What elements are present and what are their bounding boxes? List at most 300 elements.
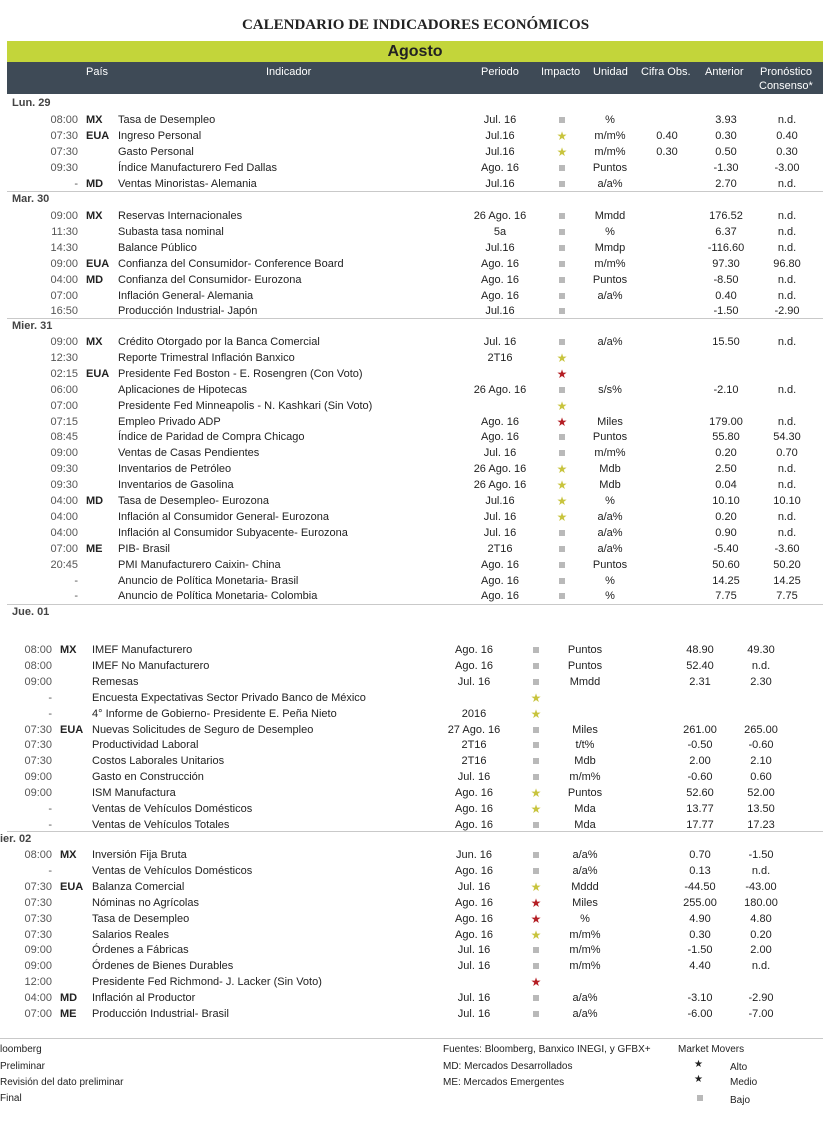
col-header-pronostico: Pronóstico [760, 66, 812, 78]
row-indicator: Tasa de Desempleo [118, 114, 216, 126]
row-time: 02:15 [50, 368, 78, 380]
row-previous: 52.60 [686, 787, 714, 799]
impact-alto-star-icon: ★ [530, 896, 542, 910]
row-country: EUA [86, 130, 110, 142]
row-previous: 179.00 [709, 416, 743, 428]
row-previous: 48.90 [686, 644, 714, 656]
row-time: - [74, 575, 78, 587]
row-indicator: Subasta tasa nominal [118, 226, 224, 238]
row-indicator: Confianza del Consumidor- Eurozona [118, 274, 302, 286]
row-forecast: -0.60 [748, 739, 774, 751]
row-country: ME [86, 543, 103, 555]
row-time: 09:00 [24, 944, 52, 956]
impact-bajo-square-icon [552, 431, 572, 444]
row-unit: Mda [574, 803, 596, 815]
impact-bajo-square-icon [552, 559, 572, 572]
row-time: 07:15 [50, 416, 78, 428]
row-indicator: Índice de Paridad de Compra Chicago [118, 431, 305, 443]
row-forecast: 49.30 [747, 644, 775, 656]
impact-medio-star-icon: ★ [556, 462, 568, 476]
row-unit: % [605, 226, 615, 238]
row-time: 07:30 [50, 130, 78, 142]
row-indicator: Ventas de Vehículos Domésticos [92, 865, 253, 877]
row-forecast: n.d. [777, 114, 797, 126]
row-period: Jul. 16 [483, 336, 517, 348]
row-previous: 13.77 [686, 803, 714, 815]
impact-bajo-square-icon [526, 755, 546, 768]
row-time: 07:30 [24, 913, 52, 925]
row-forecast: 14.25 [773, 575, 801, 587]
col-header-cifra: Cifra Obs. [641, 66, 691, 78]
row-time: 16:50 [50, 305, 78, 317]
col-header-unidad: Unidad [593, 66, 628, 78]
row-indicator: Producción Industrial- Japón [118, 305, 258, 317]
row-period: Jul.16 [485, 130, 515, 142]
row-time: 08:00 [24, 660, 52, 672]
row-indicator: Balance Público [118, 242, 197, 254]
row-forecast: n.d. [751, 660, 771, 672]
row-forecast: 4.80 [750, 913, 772, 925]
row-period: Ago. 16 [455, 865, 493, 877]
row-forecast: 10.10 [773, 495, 801, 507]
row-previous: 17.77 [686, 819, 714, 831]
row-unit: Mddd [571, 881, 599, 893]
row-indicator: IMEF No Manufacturero [92, 660, 210, 672]
row-period: Ago. 16 [481, 274, 519, 286]
row-unit: Mmdd [569, 676, 601, 688]
row-period: Jun. 16 [455, 849, 493, 861]
row-indicator: Inflación General- Alemania [118, 290, 254, 302]
row-unit: Mda [574, 819, 596, 831]
row-obs: 0.30 [656, 146, 678, 158]
row-previous: 261.00 [683, 724, 717, 736]
impact-medio-star-icon: ★ [556, 510, 568, 524]
row-unit: t/t% [575, 739, 595, 751]
row-country: EUA [86, 368, 110, 380]
row-period: Jul. 16 [483, 114, 517, 126]
row-time: 04:00 [50, 495, 78, 507]
row-time: 11:30 [51, 226, 78, 238]
row-previous: -5.40 [713, 543, 739, 555]
row-indicator: Reservas Internacionales [118, 210, 243, 222]
day-label: Jue. 01 [12, 606, 50, 618]
row-unit: % [605, 590, 615, 602]
row-previous: 50.60 [712, 559, 740, 571]
row-time: 09:00 [50, 258, 78, 270]
row-period: Ago. 16 [481, 559, 519, 571]
row-time: 07:00 [50, 543, 78, 555]
impact-bajo-square-icon [552, 114, 572, 127]
row-forecast: 17.23 [747, 819, 775, 831]
row-previous: 0.40 [715, 290, 737, 302]
day-label: Lun. 29 [12, 97, 51, 109]
row-forecast: n.d. [777, 511, 797, 523]
impact-alto-star-icon: ★ [530, 912, 542, 926]
impact-bajo-square-icon [552, 178, 572, 191]
row-time: - [48, 708, 52, 720]
row-time: 09:00 [50, 447, 78, 459]
row-forecast: n.d. [777, 479, 797, 491]
row-forecast: n.d. [777, 242, 797, 254]
col-header-periodo: Periodo [481, 66, 519, 78]
row-unit: Mdb [599, 463, 621, 475]
day-divider [7, 318, 823, 319]
row-time: - [74, 178, 78, 190]
impact-bajo-square-icon [526, 849, 546, 862]
row-forecast: n.d. [777, 416, 797, 428]
row-time: 04:00 [50, 274, 78, 286]
row-indicator: Costos Laborales Unitarios [92, 755, 225, 767]
row-time: 07:00 [24, 1008, 52, 1020]
legend-medio-star-icon: ★ [694, 1074, 703, 1085]
row-forecast: 2.10 [750, 755, 772, 767]
impact-bajo-square-icon [526, 739, 546, 752]
footer-note: Preliminar [0, 1061, 46, 1072]
impact-medio-star-icon: ★ [556, 478, 568, 492]
row-period: 26 Ago. 16 [473, 463, 527, 475]
row-time: 04:00 [24, 992, 52, 1004]
row-forecast: n.d. [751, 960, 771, 972]
row-period: Jul. 16 [483, 511, 517, 523]
row-previous: -0.50 [687, 739, 713, 751]
row-unit: m/m% [569, 944, 601, 956]
row-previous: -6.00 [687, 1008, 713, 1020]
impact-medio-star-icon: ★ [556, 129, 568, 143]
row-forecast: -2.90 [748, 992, 774, 1004]
impact-medio-star-icon: ★ [556, 494, 568, 508]
day-divider [7, 604, 823, 605]
row-previous: 0.30 [715, 130, 737, 142]
row-indicator: 4° Informe de Gobierno- Presidente E. Peña Nieto [92, 708, 337, 720]
row-forecast: 13.50 [747, 803, 775, 815]
row-indicator: PMI Manufacturero Caixin- China [118, 559, 281, 571]
legend-label: Medio [730, 1077, 758, 1088]
impact-bajo-square-icon [552, 290, 572, 303]
impact-bajo-square-icon [552, 210, 572, 223]
row-time: 04:00 [50, 511, 78, 523]
row-previous: 0.04 [715, 479, 737, 491]
row-time: 09:00 [24, 676, 52, 688]
impact-medio-star-icon: ★ [530, 928, 542, 942]
row-previous: 97.30 [712, 258, 740, 270]
row-forecast: n.d. [777, 527, 797, 539]
row-forecast: n.d. [751, 865, 771, 877]
row-time: 06:00 [50, 384, 78, 396]
row-country: MX [60, 644, 77, 656]
row-period: Ago. 16 [481, 431, 519, 443]
row-unit: Puntos [592, 431, 628, 443]
row-indicator: Confianza del Consumidor- Conference Board [118, 258, 344, 270]
row-time: - [48, 865, 52, 877]
row-forecast: -7.00 [748, 1008, 774, 1020]
row-unit: m/m% [569, 960, 601, 972]
row-unit: Mmdd [594, 210, 626, 222]
row-indicator: Aplicaciones de Hipotecas [118, 384, 248, 396]
row-previous: 6.37 [715, 226, 737, 238]
row-forecast: n.d. [777, 178, 797, 190]
impact-bajo-square-icon [552, 575, 572, 588]
row-time: 20:45 [50, 559, 78, 571]
impact-bajo-square-icon [526, 944, 546, 957]
table-header [7, 62, 823, 94]
row-unit: a/a% [597, 336, 623, 348]
footer-note: Revisión del dato preliminar [0, 1077, 124, 1088]
row-forecast: 0.20 [750, 929, 772, 941]
col-header-anterior: Anterior [705, 66, 744, 78]
row-indicator: Inventarios de Petróleo [118, 463, 232, 475]
row-time: 09:00 [50, 336, 78, 348]
row-indicator: Tasa de Desempleo [92, 913, 190, 925]
row-forecast: 0.60 [750, 771, 772, 783]
row-time: 07:30 [24, 755, 52, 767]
row-time: 08:00 [24, 849, 52, 861]
impact-bajo-square-icon [552, 384, 572, 397]
row-indicator: Anuncio de Política Monetaria- Colombia [118, 590, 318, 602]
row-time: - [48, 803, 52, 815]
row-forecast: n.d. [777, 210, 797, 222]
row-country: EUA [86, 258, 110, 270]
row-unit: Puntos [567, 644, 603, 656]
row-previous: 14.25 [712, 575, 740, 587]
day-divider [7, 191, 823, 192]
row-indicator: Ventas de Casas Pendientes [118, 447, 260, 459]
legend-bajo-square-icon [697, 1093, 703, 1105]
impact-bajo-square-icon [526, 960, 546, 973]
row-unit: Miles [572, 897, 598, 909]
row-indicator: Tasa de Desempleo- Eurozona [118, 495, 270, 507]
row-indicator: Anuncio de Política Monetaria- Brasil [118, 575, 299, 587]
impact-bajo-square-icon [552, 242, 572, 255]
impact-bajo-square-icon [526, 865, 546, 878]
row-unit: % [580, 913, 590, 925]
row-period: Ago. 16 [455, 929, 493, 941]
row-forecast: 52.00 [747, 787, 775, 799]
row-unit: a/a% [572, 992, 598, 1004]
row-unit: m/m% [594, 447, 626, 459]
row-country: MD [60, 992, 78, 1004]
row-obs: 0.40 [656, 130, 678, 142]
row-time: 07:30 [24, 897, 52, 909]
row-forecast: n.d. [777, 274, 797, 286]
row-period: Ago. 16 [481, 590, 519, 602]
row-time: 07:30 [24, 929, 52, 941]
row-indicator: PIB- Brasil [118, 543, 170, 555]
row-period: 27 Ago. 16 [447, 724, 501, 736]
row-time: 09:30 [50, 479, 78, 491]
row-country: EUA [60, 881, 84, 893]
row-time: 09:30 [50, 463, 78, 475]
row-previous: 10.10 [712, 495, 740, 507]
row-unit: Mdb [574, 755, 596, 767]
row-indicator: Producción Industrial- Brasil [92, 1008, 229, 1020]
row-time: 07:30 [24, 724, 52, 736]
row-indicator: Empleo Privado ADP [118, 416, 221, 428]
row-previous: 0.90 [715, 527, 737, 539]
row-period: 2T16 [461, 755, 487, 767]
row-period: Jul. 16 [457, 881, 491, 893]
row-country: EUA [60, 724, 84, 736]
day-label: Mier. 31 [12, 320, 53, 332]
impact-bajo-square-icon [552, 527, 572, 540]
row-period: Jul. 16 [457, 960, 491, 972]
row-previous: 52.40 [686, 660, 714, 672]
row-period: Ago. 16 [481, 290, 519, 302]
row-indicator: Salarios Reales [92, 929, 170, 941]
impact-medio-star-icon: ★ [530, 802, 542, 816]
row-unit: a/a% [572, 849, 598, 861]
row-previous: 15.50 [712, 336, 740, 348]
row-period: Jul.16 [485, 305, 515, 317]
legend-label: Alto [730, 1062, 748, 1073]
row-indicator: ISM Manufactura [92, 787, 176, 799]
row-unit: m/m% [594, 130, 626, 142]
row-period: Jul.16 [485, 495, 515, 507]
row-indicator: IMEF Manufacturero [92, 644, 193, 656]
row-period: Jul.16 [485, 178, 515, 190]
row-indicator: Encuesta Expectativas Sector Privado Banco de México [92, 692, 366, 704]
impact-bajo-square-icon [552, 258, 572, 271]
row-period: Ago. 16 [481, 416, 519, 428]
row-previous: 0.20 [715, 511, 737, 523]
impact-medio-star-icon: ★ [556, 399, 568, 413]
row-period: Ago. 16 [455, 913, 493, 925]
impact-bajo-square-icon [552, 162, 572, 175]
row-forecast: 96.80 [773, 258, 801, 270]
impact-bajo-square-icon [526, 676, 546, 689]
impact-medio-star-icon: ★ [530, 786, 542, 800]
row-forecast: 265.00 [744, 724, 778, 736]
row-period: Jul. 16 [457, 992, 491, 1004]
row-previous: 3.93 [715, 114, 737, 126]
row-forecast: 50.20 [773, 559, 801, 571]
row-forecast: -1.50 [748, 849, 774, 861]
row-indicator: Órdenes a Fábricas [92, 944, 189, 956]
footer-note: Final [0, 1093, 22, 1104]
row-unit: Puntos [567, 787, 603, 799]
row-indicator: Inflación al Productor [92, 992, 196, 1004]
row-time: 09:00 [50, 210, 78, 222]
row-previous: -1.50 [713, 305, 739, 317]
footer-divider [0, 1038, 823, 1039]
row-period: Ago. 16 [481, 575, 519, 587]
row-indicator: Nóminas no Agrícolas [92, 897, 199, 909]
row-unit: a/a% [597, 511, 623, 523]
impact-alto-star-icon: ★ [556, 367, 568, 381]
row-indicator: Gasto en Construcción [92, 771, 204, 783]
impact-medio-star-icon: ★ [530, 880, 542, 894]
row-country: MD [86, 274, 104, 286]
row-unit: % [605, 495, 615, 507]
impact-alto-star-icon: ★ [530, 975, 542, 989]
row-unit: m/m% [594, 258, 626, 270]
row-forecast: 2.00 [750, 944, 772, 956]
row-forecast: -43.00 [745, 881, 777, 893]
row-forecast: 54.30 [773, 431, 801, 443]
row-forecast: n.d. [777, 336, 797, 348]
row-country: MX [86, 336, 103, 348]
impact-medio-star-icon: ★ [530, 707, 542, 721]
row-period: 5a [493, 226, 507, 238]
row-period: Ago. 16 [455, 897, 493, 909]
impact-alto-star-icon: ★ [556, 415, 568, 429]
impact-bajo-square-icon [526, 660, 546, 673]
row-indicator: Índice Manufacturero Fed Dallas [118, 162, 277, 174]
row-unit: a/a% [597, 527, 623, 539]
row-previous: -44.50 [684, 881, 716, 893]
impact-bajo-square-icon [552, 226, 572, 239]
row-previous: 255.00 [683, 897, 717, 909]
row-period: Jul. 16 [457, 944, 491, 956]
row-time: 08:45 [50, 431, 78, 443]
impact-bajo-square-icon [526, 1008, 546, 1021]
row-indicator: Gasto Personal [118, 146, 194, 158]
row-previous: 2.50 [715, 463, 737, 475]
row-period: 2T16 [487, 543, 513, 555]
row-indicator: Inversión Fija Bruta [92, 849, 187, 861]
impact-bajo-square-icon [526, 644, 546, 657]
row-previous: 0.13 [689, 865, 711, 877]
row-unit: m/m% [569, 929, 601, 941]
row-previous: 4.90 [689, 913, 711, 925]
col-header-impacto: Impacto [541, 66, 581, 78]
row-previous: 0.30 [689, 929, 711, 941]
row-indicator: Remesas [92, 676, 139, 688]
month-banner: Agosto [7, 41, 823, 62]
row-forecast: -3.60 [774, 543, 800, 555]
row-unit: Puntos [567, 660, 603, 672]
row-period: 2016 [461, 708, 487, 720]
impact-bajo-square-icon [552, 543, 572, 556]
row-time: 07:30 [50, 146, 78, 158]
footer-sources: Fuentes: Bloomberg, Banxico INEGI, y GFBX+ [443, 1044, 651, 1055]
row-previous: -2.10 [713, 384, 739, 396]
row-unit: Puntos [592, 559, 628, 571]
day-label: ier. 02 [0, 833, 32, 845]
row-time: 09:00 [24, 787, 52, 799]
row-period: Ago. 16 [455, 787, 493, 799]
row-country: ME [60, 1008, 77, 1020]
row-time: - [48, 692, 52, 704]
impact-bajo-square-icon [526, 992, 546, 1005]
row-previous: -3.10 [687, 992, 713, 1004]
row-previous: 0.50 [715, 146, 737, 158]
row-indicator: Balanza Comercial [92, 881, 185, 893]
row-previous: 2.70 [715, 178, 737, 190]
row-forecast: n.d. [777, 463, 797, 475]
col-header-consenso: Consenso* [759, 80, 813, 92]
row-time: 12:00 [24, 976, 52, 988]
impact-medio-star-icon: ★ [556, 351, 568, 365]
row-time: 07:30 [24, 739, 52, 751]
row-forecast: 0.40 [776, 130, 798, 142]
row-period: Jul. 16 [457, 1008, 491, 1020]
row-indicator: Inflación al Consumidor Subyacente- Eurozona [118, 527, 348, 539]
row-time: 09:30 [50, 162, 78, 174]
impact-bajo-square-icon [552, 305, 572, 318]
row-forecast: 0.30 [776, 146, 798, 158]
row-unit: a/a% [572, 865, 598, 877]
row-period: 2T16 [487, 352, 513, 364]
row-indicator: Productividad Laboral [92, 739, 199, 751]
col-header-indicador: Indicador [266, 66, 312, 78]
row-unit: m/m% [594, 146, 626, 158]
row-time: 09:00 [24, 960, 52, 972]
row-period: 26 Ago. 16 [473, 479, 527, 491]
row-indicator: Reporte Trimestral Inflación Banxico [118, 352, 295, 364]
impact-bajo-square-icon [552, 274, 572, 287]
footer-note: loomberg [0, 1044, 42, 1055]
impact-bajo-square-icon [552, 590, 572, 603]
